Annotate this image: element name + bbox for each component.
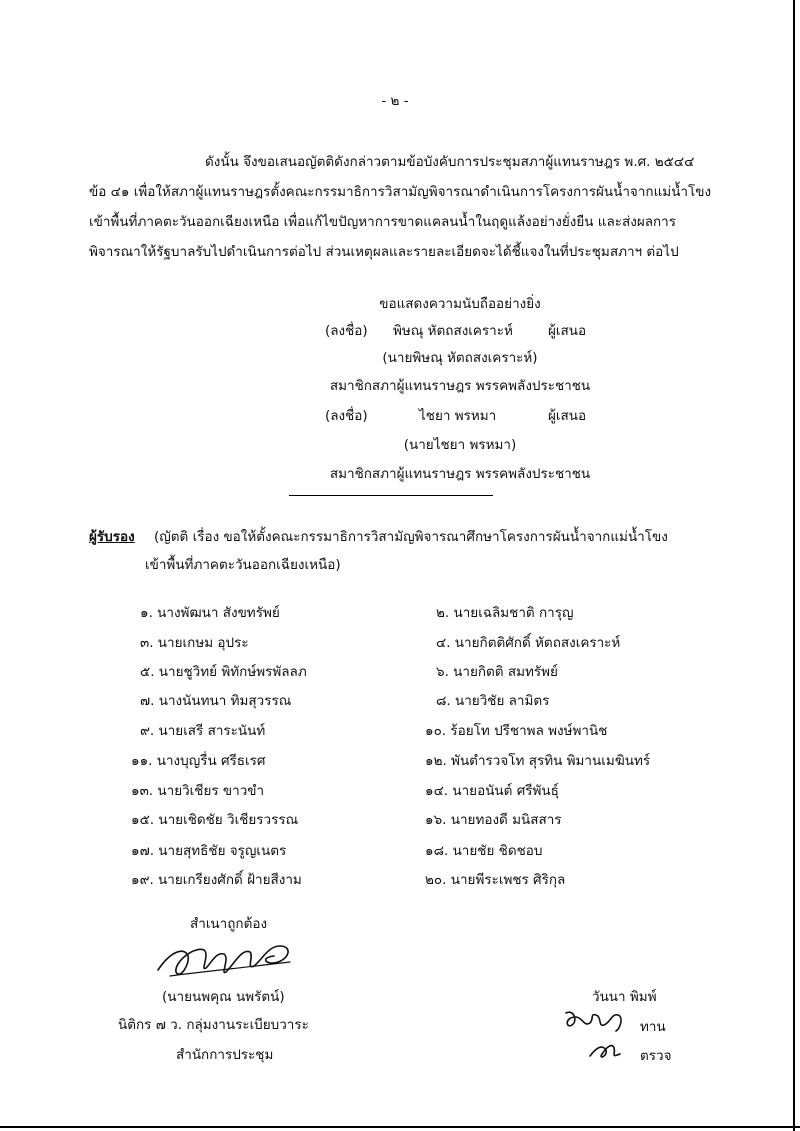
endorser-item: ๔. นายกิตติศักดิ์ หัตถสงเคราะห์ [436, 635, 621, 651]
endorser-item: ๗. นางนันทนา ทิมสุวรรณ [140, 693, 292, 709]
paragraph-line-1: ดังนั้น จึงขอเสนอญัตติดังกล่าวตามข้อบังคับการประชุมสภาผู้แทนราษฎร พ.ศ. ๒๕๔๔ [205, 154, 695, 170]
sign-label: (ลงชื่อ) [325, 408, 368, 424]
proposer-signature-name: ไชยา พรหมา [419, 408, 497, 424]
endorser-item: ๑๖. นายทองดี มนิสสาร [425, 812, 562, 828]
endorser-item: ๖. นายกิตติ สมทรัพย์ [436, 664, 558, 680]
page-number: - ๒ - [381, 93, 409, 109]
typist-name: วันนา พิมพ์ [592, 989, 657, 1005]
proposer-1-full-name: (นายพิษณุ หัตถสงเคราะห์) [382, 350, 538, 366]
endorser-item: ๒. นายเฉลิมชาติ การุญ [436, 605, 574, 621]
page-border-right [793, 0, 795, 1131]
proposer-2-full-name: (นายไชยา พรหมา) [403, 437, 517, 453]
divider-line [289, 495, 493, 496]
endorser-item: ๘. นายวิชัย ลามิตร [436, 693, 550, 709]
endorser-item: ๑. นางพัฒนา สังขทรัพย์ [140, 605, 280, 621]
paragraph-line-3: เข้าพื้นที่ภาคตะวันออกเฉียงเหนือ เพื่อแก้ไขปัญหาการขาดแคลนน้ำในฤดูแล้งอย่างยั่งยืน และส่งผลการ [89, 214, 677, 230]
endorse-label: ผู้รับรอง [89, 529, 135, 545]
endorser-item: ๑๕. นายเชิดชัย วิเชียรวรรณ [131, 812, 299, 828]
endorser-item: ๑๑. นางบุญรื่น ศรีธเรศ [131, 753, 266, 769]
paragraph-line-4: พิจารณาให้รัฐบาลรับไปดำเนินการต่อไป ส่วนเหตุผลและรายละเอียดจะได้ชี้แจงในที่ประชุมสภาฯ ต่อไป [89, 244, 679, 260]
proposer-role: ผู้เสนอ [548, 408, 587, 424]
certify-label: สำเนาถูกต้อง [190, 916, 268, 932]
proposer-2-position: สมาชิกสภาผู้แทนราษฎร พรรคพลังประชาชน [329, 466, 591, 482]
endorser-item: ๙. นายเสรี สาระนันท์ [140, 723, 266, 739]
endorser-item: ๓. นายเกษม อุประ [140, 635, 249, 651]
proposer-role: ผู้เสนอ [548, 323, 587, 339]
initials-typed [560, 1005, 632, 1033]
endorse-subject-line-2: เข้าพื้นที่ภาคตะวันออกเฉียงเหนือ) [145, 557, 341, 573]
endorser-item: ๑๔. นายอนันต์ ศรีพันธุ์ [425, 783, 559, 799]
certifier-position: นิติกร ๗ ว. กลุ่มงานระเบียบวาระ [118, 1017, 309, 1033]
endorser-item: ๕. นายชูวิทย์ พิทักษ์พรพัลลภ [140, 664, 307, 680]
endorser-item: ๑๘. นายชัย ชิดชอบ [425, 843, 543, 859]
certifier-name: (นายนพคุณ นพรัตน์) [162, 989, 285, 1005]
typed-label: ทาน [640, 1019, 666, 1035]
certifier-signature [150, 932, 310, 987]
sign-label: (ลงชื่อ) [325, 323, 368, 339]
endorse-subject-line-1: (ญัตติ เรื่อง ขอให้ตั้งคณะกรรมาธิการวิสามัญพิจารณาศึกษาโครงการผันน้ำจากแม่น้ำโขง [154, 529, 668, 545]
proposer-signature-name: พิษณุ หัตถสงเคราะห์ [393, 323, 513, 339]
endorser-item: ๑๙. นายเกรียงศักดิ์ ฝ้ายสีงาม [131, 872, 302, 888]
endorser-item: ๑๓. นายวิเชียร ขาวขำ [131, 783, 265, 799]
checked-label: ตรวจ [640, 1048, 672, 1064]
proposer-1-position: สมาชิกสภาผู้แทนราษฎร พรรคพลังประชาชน [329, 378, 591, 394]
endorser-item: ๑๒. พันตำรวจโท สุรทิน พิมานเมฆินทร์ [425, 753, 651, 769]
page-border-bottom [0, 1126, 800, 1128]
paragraph-line-2: ข้อ ๔๑ เพื่อให้สภาผู้แทนราษฎรตั้งคณะกรรมาธิการวิสามัญพิจารณาดำเนินการโครงการผันน้ำจากแม่น้ำโขง [89, 184, 712, 200]
initials-checked [586, 1038, 626, 1064]
endorser-item: ๒๐. นายพีระเพชร ศิริกุล [425, 872, 566, 888]
certifier-office: สำนักการประชุม [176, 1047, 274, 1063]
endorser-item: ๑๐. ร้อยโท ปรีชาพล พงษ์พานิช [425, 723, 608, 739]
endorser-item: ๑๗. นายสุทธิชัย จรูญเนตร [131, 843, 287, 859]
closing-text: ขอแสดงความนับถืออย่างยิ่ง [379, 296, 541, 312]
